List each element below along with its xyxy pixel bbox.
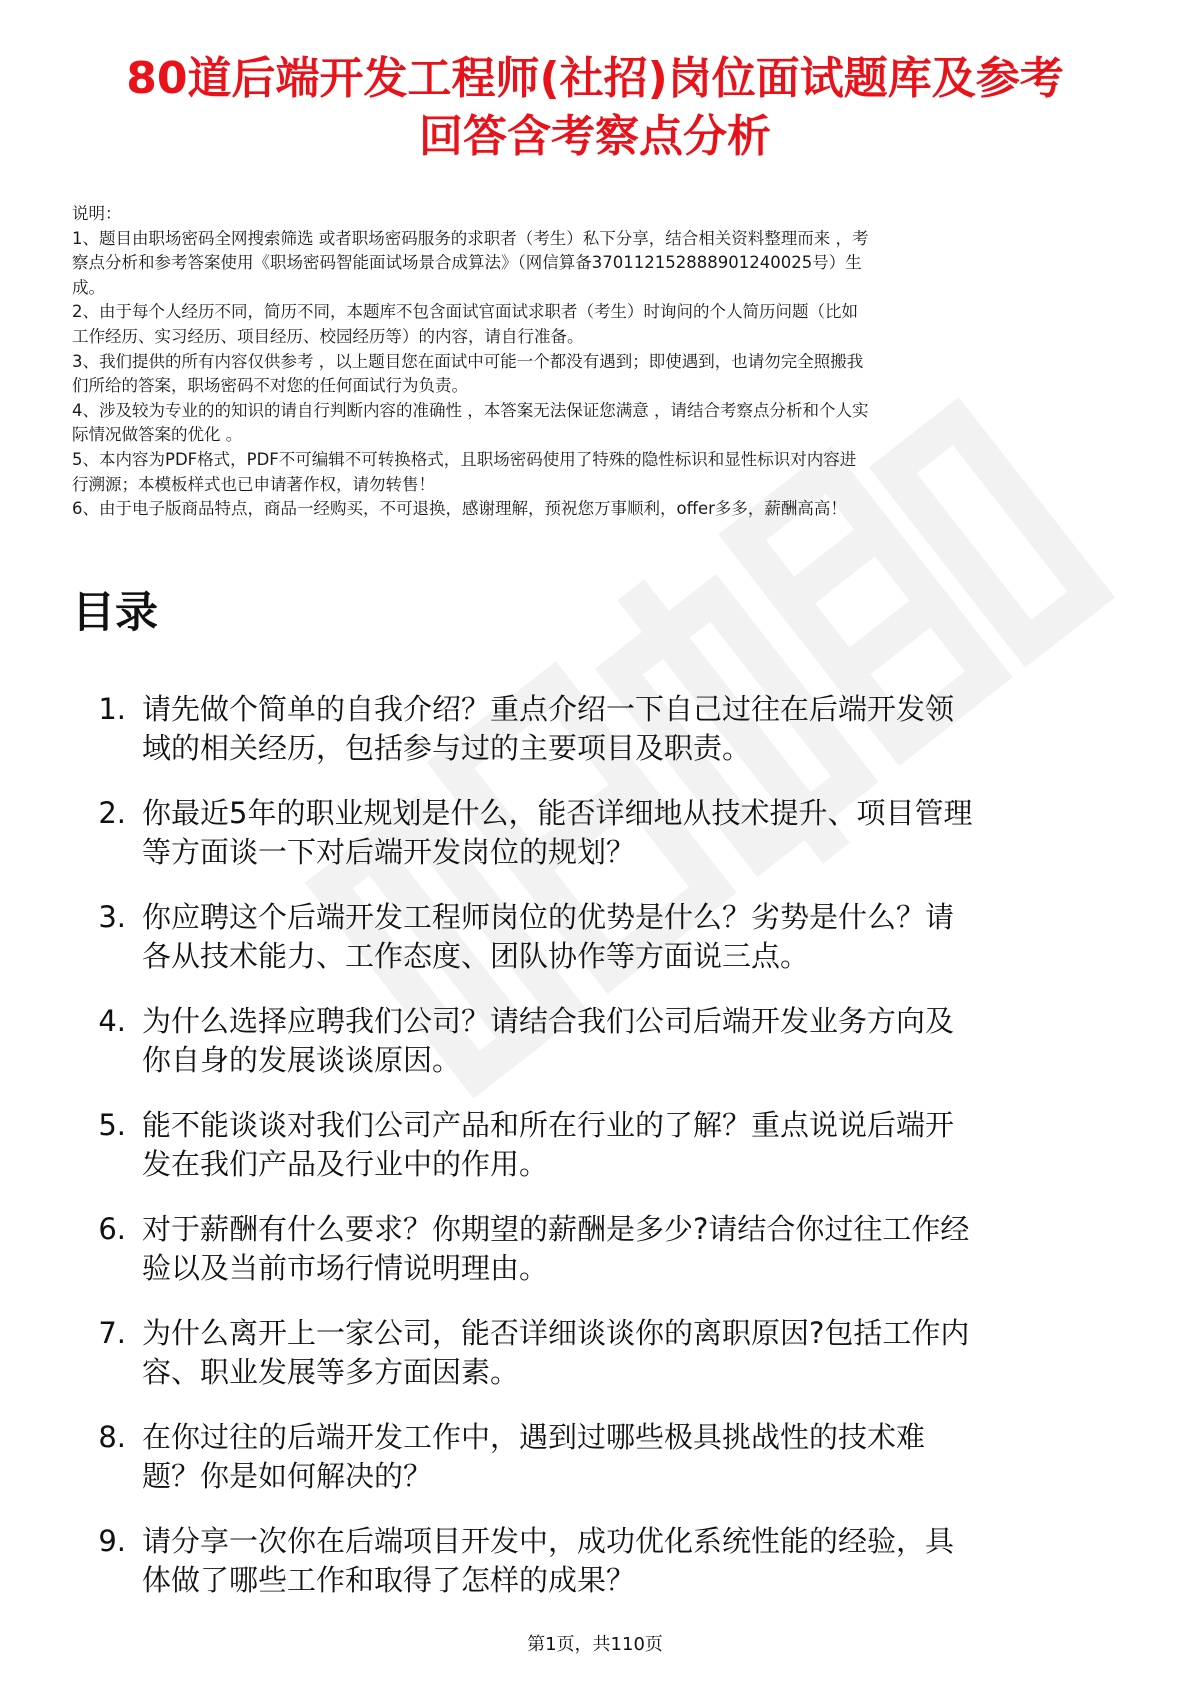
toc-item[interactable]	[72, 1522, 1132, 1600]
toc-item-line: 验以及当前市场行情说明理由。	[142, 1251, 549, 1285]
toc-item-line: 域的相关经历，包括参与过的主要项目及职责。	[142, 731, 752, 765]
toc-item-number: 7.	[98, 1316, 126, 1350]
toc-item-line: 你最近5年的职业规划是什么，能否详细地从技术提升、项目管理	[142, 796, 973, 830]
toc-item-number: 1.	[98, 692, 126, 726]
toc-item-text	[142, 1418, 1132, 1496]
notes-line: 工作经历、实习经历、项目经历、校园经历等）的内容，请自行准备。	[72, 326, 584, 346]
toc-item-number: 8.	[98, 1420, 126, 1454]
notes-line: 3、我们提供的所有内容仅供参考 ，以上题目您在面试中可能一个都没有遇到；即使遇到，也请勿完全照搬我	[72, 351, 864, 371]
toc-item[interactable]	[72, 1314, 1132, 1392]
notes-line: 4、涉及较为专业的的知识的请自行判断内容的准确性 ，本答案无法保证您满意 ，请结合考察点分析和个人实	[72, 400, 869, 420]
toc-item-line: 对于薪酬有什么要求？你期望的薪酬是多少?请结合你过往工作经	[142, 1212, 970, 1246]
notes-heading: 说明：	[72, 204, 122, 223]
toc-item-line: 发在我们产品及行业中的作用。	[142, 1147, 549, 1181]
toc-item-text	[142, 1002, 1132, 1080]
toc-item-text	[142, 898, 1132, 976]
toc-item-text	[142, 1314, 1132, 1392]
toc-item-line: 各从技术能力、工作态度、团队协作等方面说三点。	[142, 939, 810, 973]
notes-line: 2、由于每个人经历不同，简历不同，本题库不包含面试官面试求职者（考生）时询问的个人简历问题（比如	[72, 302, 858, 322]
toc-item-line: 为什么离开上一家公司，能否详细谈谈你的离职原因?包括工作内	[142, 1316, 970, 1350]
toc-item-line: 为什么选择应聘我们公司？请结合我们公司后端开发业务方向及	[142, 1004, 955, 1038]
toc-item[interactable]	[72, 1210, 1132, 1288]
notes-line: 际情况做答案的优化 。	[72, 425, 243, 445]
toc-item[interactable]	[72, 1418, 1132, 1496]
notes-line: 察点分析和参考答案使用《职场密码智能面试场景合成算法》（网信算备370112152888901240025号）生	[72, 253, 862, 273]
title-line-1: 80道后端开发工程师(社招)岗位面试题库及参考	[126, 53, 1064, 104]
toc-item-line: 能不能谈谈对我们公司产品和所在行业的了解？重点说说后端开	[142, 1108, 955, 1142]
toc-item-text	[142, 1522, 1132, 1600]
toc-item-text	[142, 1106, 1132, 1184]
notes-section	[72, 202, 1122, 522]
toc-item-line: 容、职业发展等多方面因素。	[142, 1355, 520, 1389]
toc-item[interactable]	[72, 690, 1132, 768]
toc-item-number: 3.	[98, 900, 126, 934]
toc-item-line: 题？你是如何解决的？	[142, 1459, 433, 1493]
toc-item[interactable]	[72, 898, 1132, 976]
toc-item-line: 你自身的发展谈谈原因。	[142, 1043, 462, 1077]
notes-line: 成。	[72, 277, 105, 297]
page-title	[60, 50, 1130, 166]
toc-item-line: 体做了哪些工作和取得了怎样的成果？	[142, 1563, 636, 1597]
toc-item-line: 请分享一次你在后端项目开发中，成功优化系统性能的经验，具	[142, 1524, 955, 1558]
toc-item-line: 你应聘这个后端开发工程师岗位的优势是什么？劣势是什么？请	[142, 900, 955, 934]
notes-line: 6、由于电子版商品特点，商品一经购买，不可退换，感谢理解，预祝您万事顺利，offer多多，薪酬高高！	[72, 499, 847, 519]
page-footer: 第1页，共110页	[527, 1634, 663, 1655]
notes-line: 行溯源；本模板样式也已申请著作权，请勿转售！	[72, 474, 435, 494]
toc-item-number: 9.	[98, 1524, 126, 1558]
title-line-2: 回答含考察点分析	[419, 111, 771, 162]
toc-item[interactable]	[72, 1002, 1132, 1080]
notes-line: 5、本内容为PDF格式，PDF不可编辑不可转换格式，且职场密码使用了特殊的隐性标识和显性标识对内容进	[72, 449, 857, 469]
toc-item-text	[142, 794, 1132, 872]
toc-item-line: 在你过往的后端开发工作中，遇到过哪些极具挑战性的技术难	[142, 1420, 926, 1454]
notes-line: 1、题目由职场密码全网搜索筛选 或者职场密码服务的求职者（考生）私下分享，结合相关资料整理而来 ，考	[72, 228, 869, 248]
toc-item-number: 6.	[98, 1212, 126, 1246]
toc-item-number: 5.	[98, 1108, 126, 1142]
toc-item[interactable]	[72, 1106, 1132, 1184]
toc-item-number: 2.	[98, 796, 126, 830]
notes-line: 们所给的答案，职场密码不对您的任何面试行为负责。	[72, 376, 468, 396]
toc-item-line: 请先做个简单的自我介绍？重点介绍一下自己过往在后端开发领	[142, 692, 955, 726]
toc-list	[72, 690, 1132, 1626]
toc-item[interactable]	[72, 794, 1132, 872]
toc-item-line: 等方面谈一下对后端开发岗位的规划？	[142, 835, 636, 869]
toc-item-text	[142, 690, 1132, 768]
toc-item-text	[142, 1210, 1132, 1288]
toc-item-number: 4.	[98, 1004, 126, 1038]
toc-heading: 目录	[72, 588, 158, 638]
